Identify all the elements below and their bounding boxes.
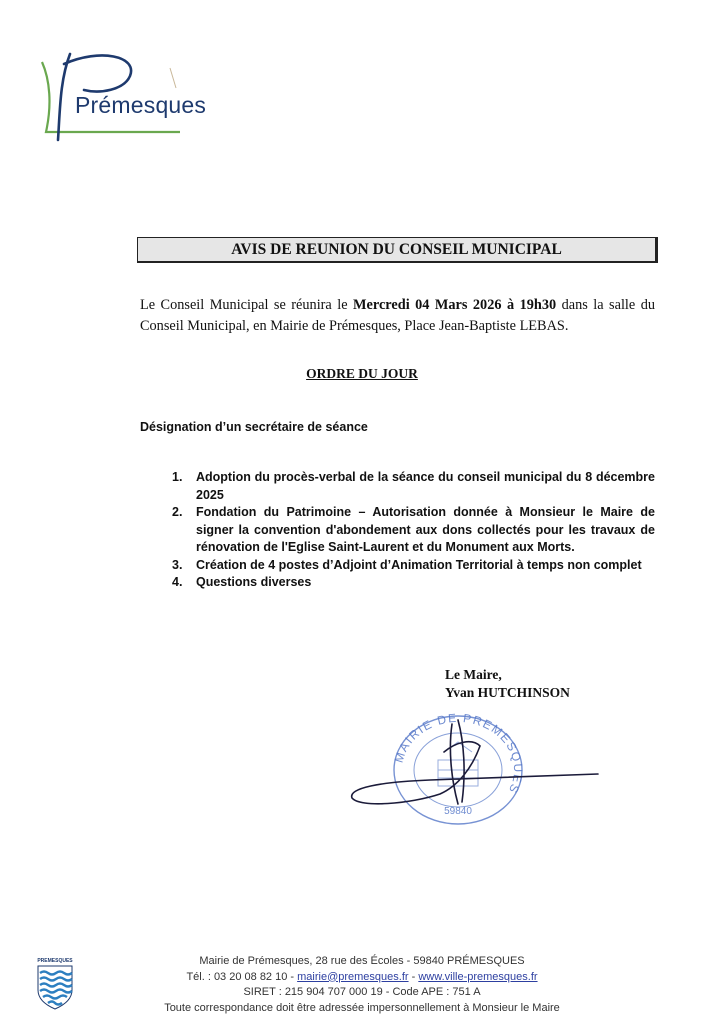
agenda-item: [172, 574, 655, 592]
footer-contact: [0, 970, 724, 986]
signature-stroke: [352, 720, 598, 804]
footer-separator: -: [408, 970, 419, 983]
logo-wordmark: Prémesques: [75, 92, 207, 118]
intro-after: dans la salle du Conseil Municipal, en Mairie de Prémesques, Place Jean-Baptiste LEBAS.: [140, 297, 656, 334]
agenda-list: [172, 469, 655, 592]
logo-accent-stroke: [170, 68, 176, 88]
stamp-postcode: 59840: [444, 806, 472, 817]
intro-date: Mercredi 04 Mars 2026 à 19h30: [353, 297, 557, 313]
agenda-item: [172, 504, 655, 557]
agenda-heading: ORDRE DU JOUR: [306, 366, 418, 381]
footer-correspondence: Toute correspondance doit être adressée impersonnellement à Monsieur le Maire: [164, 1001, 560, 1014]
notice-intro: [140, 295, 655, 337]
footer-siret: SIRET : 215 904 707 000 19 - Code APE : 751 A: [243, 986, 481, 998]
stamp-ring-text: MAIRIE DE PREMESQUES: [391, 712, 526, 797]
agenda-item-text: Création de 4 postes d’Adjoint d’Animation Territorial à temps non complet: [196, 557, 642, 572]
agenda-item-number: 4.: [172, 575, 183, 589]
crest-label: PREMESQUES: [37, 958, 73, 964]
intro-before: Le Conseil Municipal se réunira le: [140, 297, 354, 313]
official-stamp-signature: [340, 712, 600, 827]
agenda-item-number: 2.: [172, 505, 183, 519]
svg-text:MAIRIE DE PREMESQUES: [392, 712, 526, 796]
notice-title: AVIS DE REUNION DU CONSEIL MUNICIPAL: [137, 237, 658, 263]
agenda-item-number: 1.: [172, 470, 183, 484]
footer-email-link[interactable]: mairie@premesques.fr: [297, 970, 409, 983]
agenda-item-number: 3.: [172, 557, 183, 572]
agenda-item: [172, 469, 655, 504]
footer-tel: Tél. : 03 20 08 82 10 -: [186, 970, 298, 983]
designation-secretary: Désignation d’un secrétaire de séance: [140, 420, 368, 434]
footer: [0, 954, 724, 1016]
agenda-item-text: Adoption du procès-verbal de la séance du conseil municipal du 8 décembre 2025: [196, 470, 655, 502]
agenda-item-text: Fondation du Patrimoine – Autorisation donnée à Monsieur le Maire de signer la convention d'abondement aux dons collectés pour les travaux de rénovation de l'Eglise Saint-Laurent et du Monument aux Morts.: [196, 505, 655, 554]
agenda-item-text: Questions diverses: [196, 575, 312, 589]
mayor-title: Le Maire,: [445, 667, 502, 682]
footer-address: Mairie de Prémesques, 28 rue des Écoles - 59840 PRÉMESQUES: [199, 955, 525, 967]
agenda-item: [172, 557, 655, 575]
footer-website-link[interactable]: www.ville-premesques.fr: [418, 970, 538, 983]
mayor-name: Yvan HUTCHINSON: [445, 685, 570, 700]
